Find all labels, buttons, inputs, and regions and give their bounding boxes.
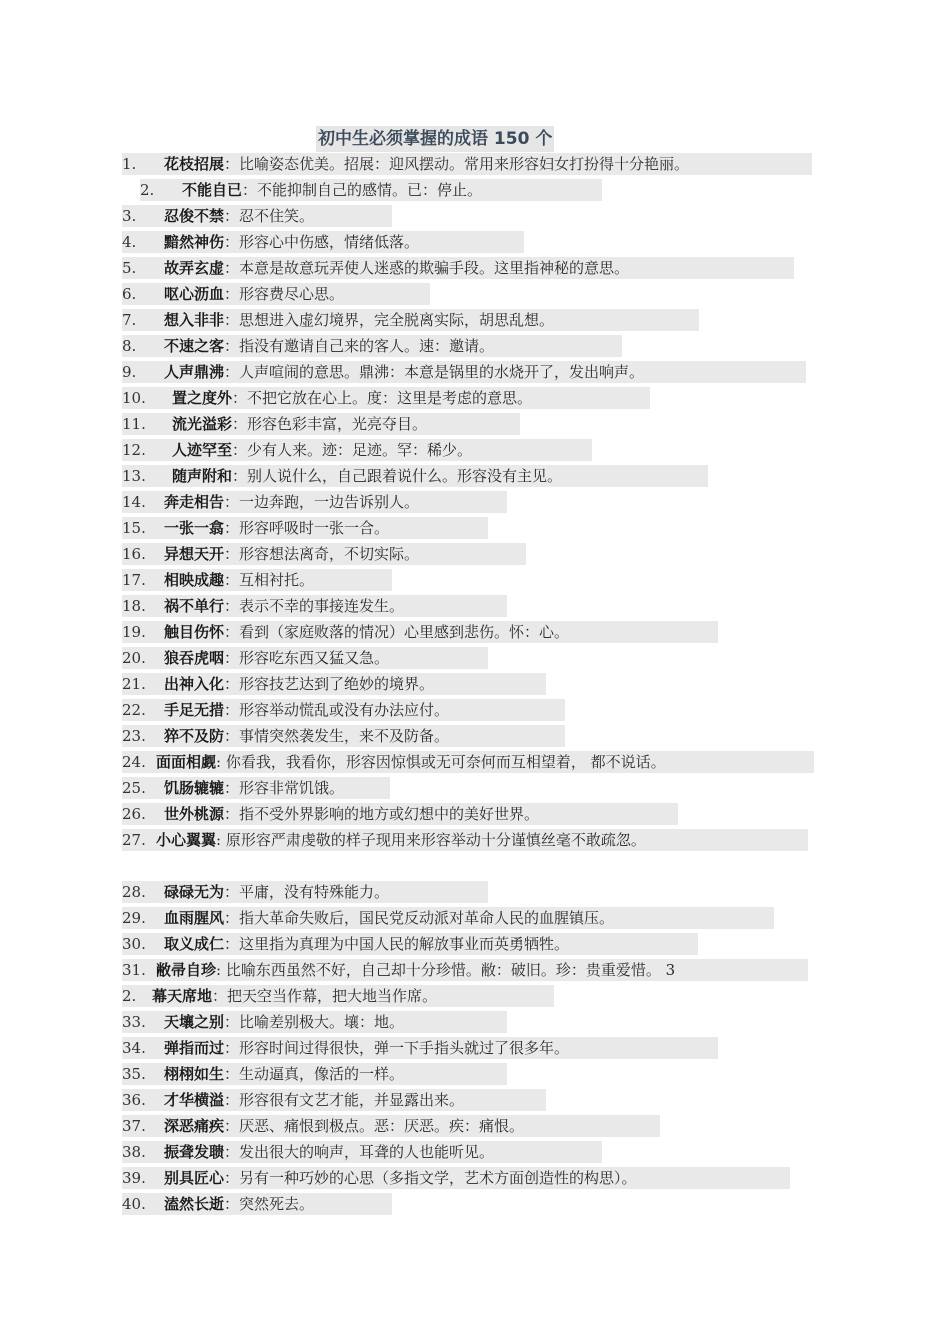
- item-term: 碌碌无为: [164, 883, 225, 901]
- item-term: 不速之客: [164, 337, 225, 355]
- list-item: [122, 491, 507, 513]
- item-definition: ：形容心中伤感，情绪低落。: [224, 233, 420, 251]
- list-item: [122, 231, 524, 253]
- list-item: [122, 959, 808, 981]
- list-item: [122, 205, 392, 227]
- item-term: 出神入化: [164, 675, 225, 693]
- item-definition: ：形容想法离奇，不切实际。: [224, 545, 420, 563]
- list-item: [122, 283, 430, 305]
- list-item: [122, 309, 699, 331]
- item-definition: : 你看我，我看你，形容因惊惧或无可奈何而互相望着， 都不说话。: [216, 753, 666, 771]
- item-definition: ：比喻差别极大。壤：地。: [224, 1013, 405, 1031]
- list-item: [122, 933, 698, 955]
- item-term: 栩栩如生: [164, 1065, 225, 1083]
- list-item: [122, 569, 392, 591]
- item-definition: ：把天空当作幕，把大地当作席。: [212, 987, 438, 1005]
- item-number: 17.: [122, 571, 146, 589]
- item-term: 取义成仁: [164, 935, 225, 953]
- item-number: 28.: [122, 883, 146, 901]
- item-definition: ：别人说什么，自己跟着说什么。形容没有主见。: [232, 467, 563, 485]
- item-number: 3.: [122, 207, 137, 225]
- item-number: 2.: [140, 181, 155, 199]
- list-item: [122, 413, 520, 435]
- item-number: 5.: [122, 259, 137, 277]
- item-term: 相映成趣: [164, 571, 225, 589]
- item-term: 想入非非: [164, 311, 225, 329]
- item-definition: ：形容非常饥饿。: [224, 779, 345, 797]
- item-number: 12.: [122, 441, 146, 459]
- list-item: [122, 725, 565, 747]
- item-definition: ：指大革命失败后，国民党反动派对革命人民的血腥镇压。: [224, 909, 615, 927]
- item-number: 20.: [122, 649, 146, 667]
- item-term: 溘然长逝: [164, 1195, 225, 1213]
- item-definition: ：事情突然袭发生，来不及防备。: [224, 727, 450, 745]
- item-number: 27.: [122, 831, 146, 849]
- item-definition: ：形容技艺达到了绝妙的境界。: [224, 675, 435, 693]
- item-number: 24.: [122, 753, 146, 771]
- item-definition: ：形容费尽心思。: [224, 285, 345, 303]
- item-definition: ：互相衬托。: [224, 571, 315, 589]
- item-term: 故弄玄虚: [164, 259, 225, 277]
- item-term: 狼吞虎咽: [164, 649, 225, 667]
- item-term: 天壤之别: [164, 1013, 225, 1031]
- item-definition: ：比喻姿态优美。招展：迎风摆动。常用来形容妇女打扮得十分艳丽。: [224, 155, 690, 173]
- item-definition: ：形容举动慌乱或没有办法应付。: [224, 701, 450, 719]
- item-definition: : 原形容严肃虔敬的样子现用来形容举动十分谨慎丝毫不敢疏忽。: [216, 831, 646, 849]
- item-number: 11.: [122, 415, 146, 433]
- item-number: 23.: [122, 727, 146, 745]
- item-number: 13.: [122, 467, 146, 485]
- item-number: 6.: [122, 285, 137, 303]
- item-term: 别具匠心: [164, 1169, 225, 1187]
- item-term: 振聋发聩: [164, 1143, 225, 1161]
- item-number: 34.: [122, 1039, 146, 1057]
- item-term: 不能自已: [182, 181, 243, 199]
- item-number: 10.: [122, 389, 146, 407]
- item-number: 21.: [122, 675, 146, 693]
- item-number: 36.: [122, 1091, 146, 1109]
- list-item: [122, 881, 488, 903]
- list-item: [122, 1193, 392, 1215]
- list-item: [122, 673, 546, 695]
- item-number: 26.: [122, 805, 146, 823]
- item-term: 世外桃源: [164, 805, 225, 823]
- item-definition: ：形容时间过得很快，弹一下手指头就过了很多年。: [224, 1039, 570, 1057]
- item-definition: ：少有人来。迹：足迹。罕：稀少。: [232, 441, 473, 459]
- item-definition: ：不把它放在心上。度：这里是考虑的意思。: [232, 389, 533, 407]
- list-item: [122, 621, 718, 643]
- item-number: 1.: [122, 155, 137, 173]
- list-item: [122, 777, 390, 799]
- list-item: [122, 361, 806, 383]
- item-term: 置之度外: [172, 389, 233, 407]
- list-item: [122, 907, 774, 929]
- item-term: 弹指而过: [164, 1039, 225, 1057]
- item-term: 随声附和: [172, 467, 233, 485]
- item-number: 9.: [122, 363, 137, 381]
- list-item: [122, 1063, 507, 1085]
- item-number: 31.: [122, 961, 146, 979]
- item-definition: : 比喻东西虽然不好，自己却十分珍惜。敝：破旧。珍：贵重爱惜。 3: [216, 961, 676, 979]
- item-term: 敝帚自珍: [156, 961, 217, 979]
- list-item: [122, 387, 650, 409]
- list-item: [122, 153, 812, 175]
- item-number: 37.: [122, 1117, 146, 1135]
- list-item: [122, 335, 622, 357]
- list-item: [140, 179, 602, 201]
- item-definition: ：不能抑制自己的感情。已：停止。: [242, 181, 483, 199]
- item-number: 39.: [122, 1169, 146, 1187]
- item-number: 2.: [122, 987, 137, 1005]
- item-definition: ：一边奔跑，一边告诉别人。: [224, 493, 420, 511]
- list-item: [122, 829, 808, 851]
- item-definition: ：这里指为真理为中国人民的解放事业而英勇牺牲。: [224, 935, 570, 953]
- item-number: 22.: [122, 701, 146, 719]
- item-definition: ：指没有邀请自己来的客人。速：邀请。: [224, 337, 495, 355]
- item-term: 异想天开: [164, 545, 225, 563]
- list-item: [122, 1141, 602, 1163]
- item-term: 黯然神伤: [164, 233, 225, 251]
- list-item: [122, 595, 507, 617]
- list-item: [122, 751, 814, 773]
- item-definition: ：发出很大的响声，耳聋的人也能听见。: [224, 1143, 495, 1161]
- list-item: [122, 1011, 507, 1033]
- item-definition: ：生动逼真，像活的一样。: [224, 1065, 405, 1083]
- item-definition: ：思想进入虚幻境界，完全脱离实际，胡思乱想。: [224, 311, 555, 329]
- item-term: 花枝招展: [164, 155, 225, 173]
- item-term: 触目伤怀: [164, 623, 225, 641]
- item-term: 才华横溢: [164, 1091, 225, 1109]
- item-definition: ：形容呼吸时一张一合。: [224, 519, 390, 537]
- list-item: [122, 465, 708, 487]
- list-item: [122, 1089, 546, 1111]
- list-item: [122, 985, 554, 1007]
- item-definition: ：看到（家庭败落的情况）心里感到悲伤。怀：心。: [224, 623, 570, 641]
- item-term: 忍俊不禁: [164, 207, 225, 225]
- item-number: 4.: [122, 233, 137, 251]
- item-term: 奔走相告: [164, 493, 225, 511]
- item-number: 38.: [122, 1143, 146, 1161]
- item-term: 猝不及防: [164, 727, 225, 745]
- list-item: [122, 647, 488, 669]
- list-item: [122, 803, 678, 825]
- item-number: 8.: [122, 337, 137, 355]
- item-number: 19.: [122, 623, 146, 641]
- item-term: 深恶痛疾: [164, 1117, 225, 1135]
- item-term: 呕心沥血: [164, 285, 225, 303]
- item-definition: ：指不受外界影响的地方或幻想中的美好世界。: [224, 805, 540, 823]
- item-number: 25.: [122, 779, 146, 797]
- page-title: 初中生必须掌握的成语 150 个: [316, 126, 554, 152]
- item-number: 14.: [122, 493, 146, 511]
- item-number: 15.: [122, 519, 146, 537]
- item-definition: ：本意是故意玩弄使人迷惑的欺骗手段。这里指神秘的意思。: [224, 259, 630, 277]
- item-definition: ：形容吃东西又猛又急。: [224, 649, 390, 667]
- list-item: [122, 1167, 790, 1189]
- item-definition: ：另有一种巧妙的心思（多指文学，艺术方面创造性的构思）。: [224, 1169, 637, 1187]
- item-term: 流光溢彩: [172, 415, 233, 433]
- item-definition: ：形容很有文艺才能，并显露出来。: [224, 1091, 465, 1109]
- item-term: 祸不单行: [164, 597, 225, 615]
- item-term: 幕天席地: [152, 987, 213, 1005]
- item-term: 人声鼎沸: [164, 363, 225, 381]
- item-number: 35.: [122, 1065, 146, 1083]
- item-number: 16.: [122, 545, 146, 563]
- item-term: 一张一翕: [164, 519, 225, 537]
- item-term: 人迹罕至: [172, 441, 233, 459]
- item-definition: ：表示不幸的事接连发生。: [224, 597, 405, 615]
- item-definition: ：突然死去。: [224, 1195, 315, 1213]
- list-item: [122, 439, 592, 461]
- list-item: [122, 517, 488, 539]
- item-term: 手足无措: [164, 701, 225, 719]
- item-term: 饥肠辘辘: [164, 779, 225, 797]
- item-term: 血雨腥风: [164, 909, 225, 927]
- item-term: 面面相觑: [156, 753, 217, 771]
- list-item: [122, 543, 526, 565]
- item-number: 18.: [122, 597, 146, 615]
- item-definition: ：忍不住笑。: [224, 207, 315, 225]
- item-number: 7.: [122, 311, 137, 329]
- list-item: [122, 1037, 718, 1059]
- item-definition: ：人声喧闹的意思。鼎沸：本意是锅里的水烧开了，发出响声。: [224, 363, 645, 381]
- list-item: [122, 1115, 660, 1137]
- item-number: 30.: [122, 935, 146, 953]
- item-definition: ：形容色彩丰富，光亮夺目。: [232, 415, 428, 433]
- item-number: 40.: [122, 1195, 146, 1213]
- list-item: [122, 257, 794, 279]
- item-definition: ：平庸，没有特殊能力。: [224, 883, 390, 901]
- list-item: [122, 699, 565, 721]
- item-term: 小心翼翼: [156, 831, 217, 849]
- item-number: 29.: [122, 909, 146, 927]
- item-definition: ：厌恶、痛恨到极点。恶：厌恶。疾：痛恨。: [224, 1117, 525, 1135]
- item-number: 33.: [122, 1013, 146, 1031]
